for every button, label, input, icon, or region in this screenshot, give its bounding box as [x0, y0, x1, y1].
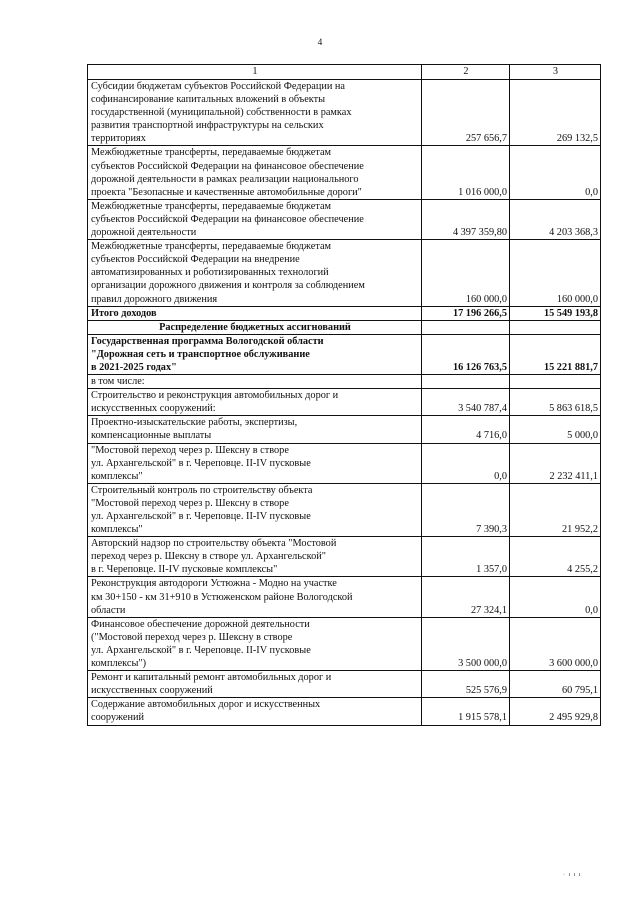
row-description — [88, 617, 422, 670]
table-row — [88, 537, 601, 577]
row-description — [88, 483, 422, 536]
table-row — [88, 577, 601, 617]
value-2021: 4 716,0 — [422, 416, 510, 443]
row-description — [88, 320, 422, 334]
description-line: ул. Архангельской" в г. Череповце. II-IV пусковые — [91, 457, 311, 469]
header-col-2: 2 — [422, 65, 510, 80]
description-line: Авторский надзор по строительству объекта "Мостовой — [91, 538, 337, 550]
description-line: Итого доходов — [91, 307, 157, 319]
row-description — [88, 389, 422, 416]
table-row — [88, 199, 601, 239]
value-2022: 2 232 411,1 — [510, 443, 601, 483]
value-2021: 4 397 359,80 — [422, 199, 510, 239]
value-2022: 0,0 — [510, 577, 601, 617]
row-description — [88, 671, 422, 698]
value-2022 — [510, 320, 601, 334]
value-2022: 60 795,1 — [510, 671, 601, 698]
value-2022: 160 000,0 — [510, 240, 601, 306]
header-col-3: 3 — [510, 65, 601, 80]
row-description — [88, 375, 422, 389]
row-description — [88, 537, 422, 577]
description-line: Строительный контроль по строительству объекта — [91, 484, 313, 496]
table-row — [88, 146, 601, 199]
row-description — [88, 306, 422, 320]
row-description — [88, 80, 422, 146]
row-description — [88, 577, 422, 617]
table-row — [88, 617, 601, 670]
description-line: комплексы" — [91, 470, 143, 482]
table-row — [88, 320, 601, 334]
description-line: компенсационные выплаты — [91, 430, 212, 442]
row-description — [88, 698, 422, 725]
description-line: Содержание автомобильных дорог и искусственных — [91, 699, 321, 711]
description-line: переход через р. Шексну в створе ул. Архангельской" — [91, 551, 326, 563]
description-line: Межбюджетные трансферты, передаваемые бюджетам — [91, 200, 332, 212]
description-line: искусственных сооружений: — [91, 403, 216, 415]
description-line: субъектов Российской Федерации на финансовое обеспечение — [91, 213, 364, 225]
description-line: в том числе: — [91, 376, 145, 388]
value-2021: 27 324,1 — [422, 577, 510, 617]
value-2021: 525 576,9 — [422, 671, 510, 698]
description-line: Распределение бюджетных ассигнований — [159, 321, 351, 333]
value-2022: 0,0 — [510, 146, 601, 199]
description-line: дорожной деятельности — [91, 227, 197, 239]
description-line: софинансирование капитальных вложений в объекты — [91, 94, 326, 106]
value-2021: 1 357,0 — [422, 537, 510, 577]
table-row — [88, 671, 601, 698]
row-description — [88, 146, 422, 199]
description-line: "Мостовой переход через р. Шексну в створе — [91, 497, 289, 509]
budget-table-body — [88, 65, 601, 726]
value-2021: 0,0 — [422, 443, 510, 483]
description-line: организации дорожного движения и контроля за соблюдением — [91, 280, 365, 292]
page-number: 4 — [317, 37, 323, 47]
description-line: дорожной деятельности в рамках реализации национального — [91, 173, 359, 185]
value-2021: 160 000,0 — [422, 240, 510, 306]
description-line: комплексы" — [91, 524, 143, 536]
description-line: Финансовое обеспечение дорожной деятельности — [91, 618, 310, 630]
table-row — [88, 698, 601, 725]
description-line: ("Мостовой переход через р. Шексну в створе — [91, 631, 293, 643]
table-row — [88, 80, 601, 146]
value-2021 — [422, 320, 510, 334]
description-line: в 2021-2025 годах" — [91, 361, 177, 373]
table-row — [88, 334, 601, 374]
value-2022: 4 203 368,3 — [510, 199, 601, 239]
description-line: в г. Череповце. II-IV пусковые комплексы" — [91, 564, 278, 576]
description-line: ул. Архангельской" в г. Череповце. II-IV пусковые — [91, 644, 311, 656]
value-2022: 5 000,0 — [510, 416, 601, 443]
row-description — [88, 443, 422, 483]
table-row — [88, 389, 601, 416]
value-2022: 4 255,2 — [510, 537, 601, 577]
row-description — [88, 416, 422, 443]
table-row — [88, 483, 601, 536]
value-2022: 15 221 881,7 — [510, 334, 601, 374]
description-line: проекта "Безопасные и качественные автомобильные дороги" — [91, 186, 362, 198]
value-2022: 15 549 193,8 — [510, 306, 601, 320]
value-2021: 16 126 763,5 — [422, 334, 510, 374]
value-2022 — [510, 375, 601, 389]
row-description — [88, 199, 422, 239]
description-line: Субсидии бюджетам субъектов Российской Федерации на — [91, 81, 346, 92]
value-2021: 1 016 000,0 — [422, 146, 510, 199]
description-line: Государственная программа Вологодской области — [91, 335, 324, 347]
row-description — [88, 334, 422, 374]
value-2021: 3 540 787,4 — [422, 389, 510, 416]
footer-mark: · ı ı ı — [563, 872, 582, 878]
value-2022: 5 863 618,5 — [510, 389, 601, 416]
description-line: развития транспортной инфраструктуры на сельских — [91, 120, 324, 132]
table-row — [88, 240, 601, 306]
description-line: "Мостовой переход через р. Шексну в створе — [91, 444, 289, 456]
description-line: территориях — [91, 133, 146, 145]
value-2022: 21 952,2 — [510, 483, 601, 536]
table-row — [88, 416, 601, 443]
table-header-row — [88, 65, 601, 80]
value-2021: 1 915 578,1 — [422, 698, 510, 725]
description-line: Межбюджетные трансферты, передаваемые бюджетам — [91, 147, 332, 159]
row-description — [88, 240, 422, 306]
table-row — [88, 443, 601, 483]
description-line: правил дорожного движения — [91, 293, 218, 305]
description-line: государственной (муниципальной) собственности в рамках — [91, 107, 352, 119]
value-2022: 3 600 000,0 — [510, 617, 601, 670]
description-line: автоматизированных и роботизированных технологий — [91, 267, 329, 279]
description-line: сооружений — [91, 712, 144, 724]
description-line: искусственных сооружений — [91, 685, 213, 697]
description-line: субъектов Российской Федерации на внедрение — [91, 254, 300, 266]
header-col-1: 1 — [88, 65, 422, 80]
value-2021: 257 656,7 — [422, 80, 510, 146]
value-2021 — [422, 375, 510, 389]
description-line: Строительство и реконструкция автомобильных дорог и — [91, 390, 339, 402]
value-2021: 3 500 000,0 — [422, 617, 510, 670]
description-line: субъектов Российской Федерации на финансовое обеспечение — [91, 160, 364, 172]
description-line: комплексы") — [91, 658, 147, 670]
table-row — [88, 306, 601, 320]
description-line: ул. Архангельской" в г. Череповце. II-IV пусковые — [91, 511, 311, 522]
description-line: Реконструкция автодороги Устюжна - Модно на участке — [91, 578, 337, 590]
value-2022: 269 132,5 — [510, 80, 601, 146]
description-line: области — [91, 604, 126, 616]
description-line: км 30+150 - км 31+910 в Устюженском районе Вологодской — [91, 591, 353, 603]
table-row — [88, 375, 601, 389]
value-2022: 2 495 929,8 — [510, 698, 601, 725]
value-2021: 7 390,3 — [422, 483, 510, 536]
description-line: Межбюджетные трансферты, передаваемые бюджетам — [91, 241, 332, 253]
budget-table — [87, 64, 601, 726]
description-line: Проектно-изыскательские работы, экспертизы, — [91, 417, 298, 429]
description-line: Ремонт и капитальный ремонт автомобильных дорог и — [91, 672, 332, 684]
description-line: "Дорожная сеть и транспортное обслуживание — [91, 348, 310, 360]
value-2021: 17 196 266,5 — [422, 306, 510, 320]
